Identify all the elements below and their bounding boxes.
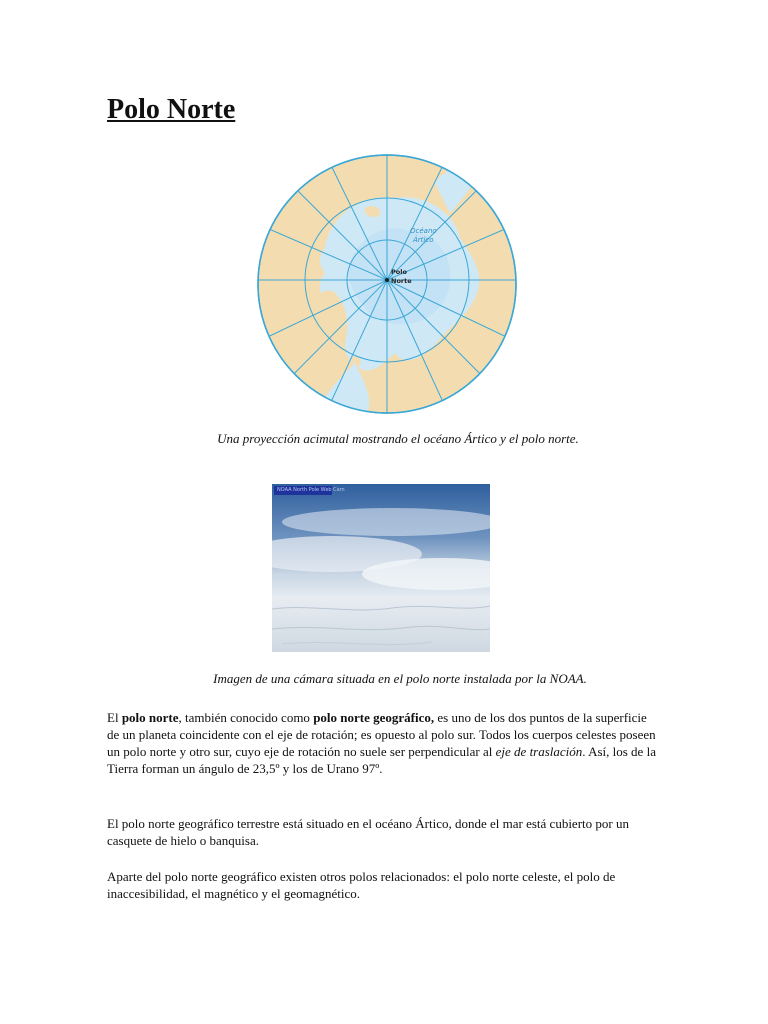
- north-pole-marker: [385, 278, 389, 282]
- pole-label-1: Polo: [391, 268, 407, 276]
- webcam-overlay-label: [274, 486, 345, 495]
- pole-label-2: Norte: [391, 277, 412, 285]
- ocean-label-1: Océano: [410, 227, 437, 235]
- text-run: , también conocido como: [178, 710, 314, 725]
- italic-term-eje-traslacion: eje de traslación: [495, 744, 583, 759]
- webcam-overlay-text: NOAA North Pole Web Cam: [277, 487, 345, 493]
- arctic-map-image: [255, 153, 519, 415]
- paragraph-intro: [107, 709, 662, 777]
- paragraph-related-poles: Aparte del polo norte geográfico existen otros polos relacionados: el polo norte celeste, el polo de inaccesibilidad, el magnético y el geomagnético.: [107, 869, 616, 901]
- text-run: es uno de los dos puntos de la superficie de un planeta coincidente con el eje de rotación; es opuesto al polo sur. Todos los cuerpos celestes poseen un polo norte y otro sur, cuyo eje de rotación no suele ser perpendicular al: [107, 710, 656, 759]
- paragraph-location: El polo norte geográfico terrestre está situado en el océano Ártico, donde el mar está cubierto por un casquete de hielo o banquisa.: [107, 816, 629, 848]
- text-run: El: [107, 710, 122, 725]
- page-title: Polo Norte: [107, 94, 236, 125]
- ocean-label-2: Ártico: [413, 236, 434, 244]
- text-run: . Así, los de la Tierra forman un ángulo de 23,5º y los de Urano 97º.: [107, 744, 656, 776]
- photo-scene: [272, 484, 490, 652]
- north-pole-camera-photo: [272, 484, 490, 652]
- photo-caption: Imagen de una cámara situada en el polo norte instalada por la NOAA.: [213, 671, 587, 686]
- bold-term-polo-norte: polo norte: [121, 710, 179, 725]
- map-caption: Una proyección acimutal mostrando el océano Ártico y el polo norte.: [217, 431, 579, 446]
- azimuthal-projection-map: [255, 153, 519, 415]
- bold-term-polo-norte-geografico: polo norte geográfico,: [313, 710, 435, 725]
